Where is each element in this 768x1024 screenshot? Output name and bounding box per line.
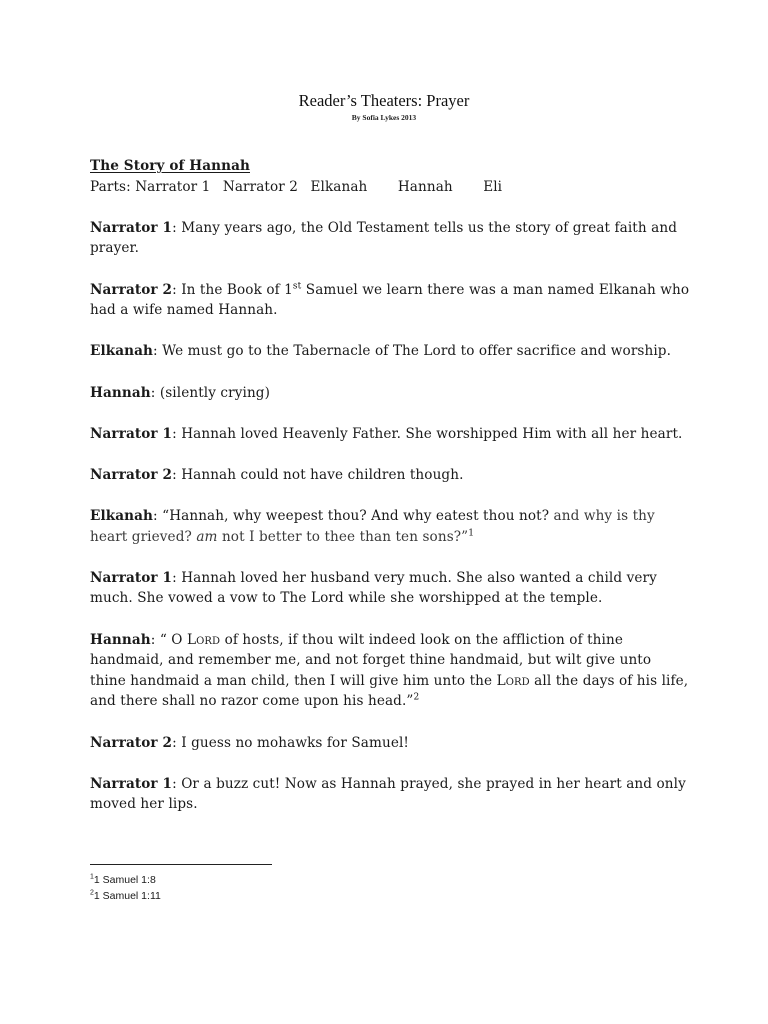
line-text: not I better to thee than ten sons?” xyxy=(217,528,469,545)
script-line: Narrator 2: In the Book of 1st Samuel we learn there was a man named Elkanah who had a wife named Hannah. xyxy=(90,281,690,319)
script-line: Narrator 1: Hannah loved her husband very much. She also wanted a child very much. She vowed a vow to The Lord while she worshipped at the temple. xyxy=(90,569,657,607)
line-text: all the days of his life, and there shall no razor come upon his head.” xyxy=(90,672,689,710)
line-text: Or a buzz cut! Now as Hannah prayed, she prayed in her heart and only moved her lips. xyxy=(90,775,686,813)
speaker: Narrator 2 xyxy=(90,281,173,298)
speaker: Narrator 2 xyxy=(90,734,173,751)
footnote-number: 1 xyxy=(90,873,94,881)
line-text: and why is thy heart grieved? xyxy=(90,508,655,545)
footnote-ref: 1 xyxy=(468,528,475,539)
line-text: (silently crying) xyxy=(159,384,271,401)
script-line: Elkanah: “Hannah, why weepest thou? And why eatest thou not? and why is thy heart grieved? am not I better to thee than ten sons?”$^1$ xyxy=(90,508,655,545)
part-eli: Eli xyxy=(483,178,503,195)
footnote xyxy=(90,872,161,888)
parts-label: Parts: xyxy=(90,178,131,195)
footnote-divider xyxy=(90,864,272,865)
line-text: of hosts, if thou wilt indeed look on the affliction of thine handmaid, and remember me, and not forget thine handmaid, but wilt give unto thine handmaid a man child, then I will give him unto the xyxy=(90,631,652,689)
script-line: Hannah: “ O Lord of hosts, if thou wilt indeed look on the affliction of thine handmaid, and remember me, and not forget thine handmaid, but wilt give unto thine handmaid a man child, then I will give him unto the Lord all the days of his life, and there shall no razor come upon his head.”$^2$ xyxy=(90,631,689,710)
script-line: Narrator 1: Or a buzz cut! Now as Hannah prayed, she prayed in her heart and only moved her lips. xyxy=(90,775,686,813)
script-line: Hannah: (silently crying) xyxy=(90,384,271,401)
ordinal-sup: st xyxy=(292,281,302,292)
line-text: Hannah loved Heavenly Father. She worshipped Him with all her heart. xyxy=(181,425,683,442)
line-text: We must go to the Tabernacle of The Lord to offer sacrifice and worship. xyxy=(162,343,672,360)
footnote-number: 2 xyxy=(90,889,94,897)
footnotes xyxy=(90,872,161,904)
line-text: Hannah could not have children though. xyxy=(181,466,464,483)
script-line: Narrator 1: Many years ago, the Old Testament tells us the story of great faith and prayer. xyxy=(90,219,678,257)
speaker: Narrator 2 xyxy=(90,466,173,483)
parts-list xyxy=(90,177,690,198)
speaker: Narrator 1 xyxy=(90,219,173,236)
line-text: “ O xyxy=(159,631,187,648)
line-text: In the Book of 1 xyxy=(181,281,293,298)
line-text: Samuel we learn there was a man named Elkanah who had a wife named Hannah. xyxy=(90,281,690,319)
line-text: “Hannah, why weepest thou? And why eatest thou not? xyxy=(162,508,554,525)
footnote-text: 1 Samuel 1:11 xyxy=(93,890,161,902)
speaker: Hannah xyxy=(90,631,151,648)
part-narrator-2: Narrator 2 xyxy=(222,178,299,195)
line-text: Many years ago, the Old Testament tells us the story of great faith and prayer. xyxy=(90,219,678,257)
footnote xyxy=(90,888,161,904)
script-line: Narrator 1: Hannah loved Heavenly Father. She worshipped Him with all her heart. xyxy=(90,425,683,442)
speaker: Elkanah xyxy=(90,343,154,360)
part-hannah: Hannah xyxy=(397,178,453,195)
speaker: Hannah xyxy=(90,384,151,401)
small-caps-word: Lord xyxy=(496,672,530,689)
script-body xyxy=(90,156,690,836)
small-caps-word: Lord xyxy=(186,631,221,648)
part-narrator-1: Narrator 1 xyxy=(135,178,211,195)
line-text: I guess no mohawks for Samuel! xyxy=(181,734,409,751)
speaker: Narrator 1 xyxy=(90,775,173,792)
speaker: Narrator 1 xyxy=(90,425,173,442)
byline: By Sofia Lykes 2013 xyxy=(351,113,417,122)
italic-word: am xyxy=(196,528,218,545)
footnote-ref: 2 xyxy=(413,692,420,703)
story-title: The Story of Hannah xyxy=(90,158,250,174)
script-line: Elkanah: We must go to the Tabernacle of The Lord to offer sacrifice and worship. xyxy=(90,343,672,360)
footnote-text: 1 Samuel 1:8 xyxy=(93,874,156,886)
line-text: Hannah loved her husband very much. She also wanted a child very much. She vowed a vow to The Lord while she worshipped at the temple. xyxy=(90,569,657,607)
speaker: Narrator 1 xyxy=(90,569,173,586)
script-line: Narrator 2: I guess no mohawks for Samuel! xyxy=(90,734,409,751)
speaker: Elkanah xyxy=(90,508,154,525)
page-title: Reader’s Theaters: Prayer xyxy=(298,91,470,110)
script-line: Narrator 2: Hannah could not have children though. xyxy=(90,466,464,483)
part-elkanah: Elkanah xyxy=(310,178,368,195)
